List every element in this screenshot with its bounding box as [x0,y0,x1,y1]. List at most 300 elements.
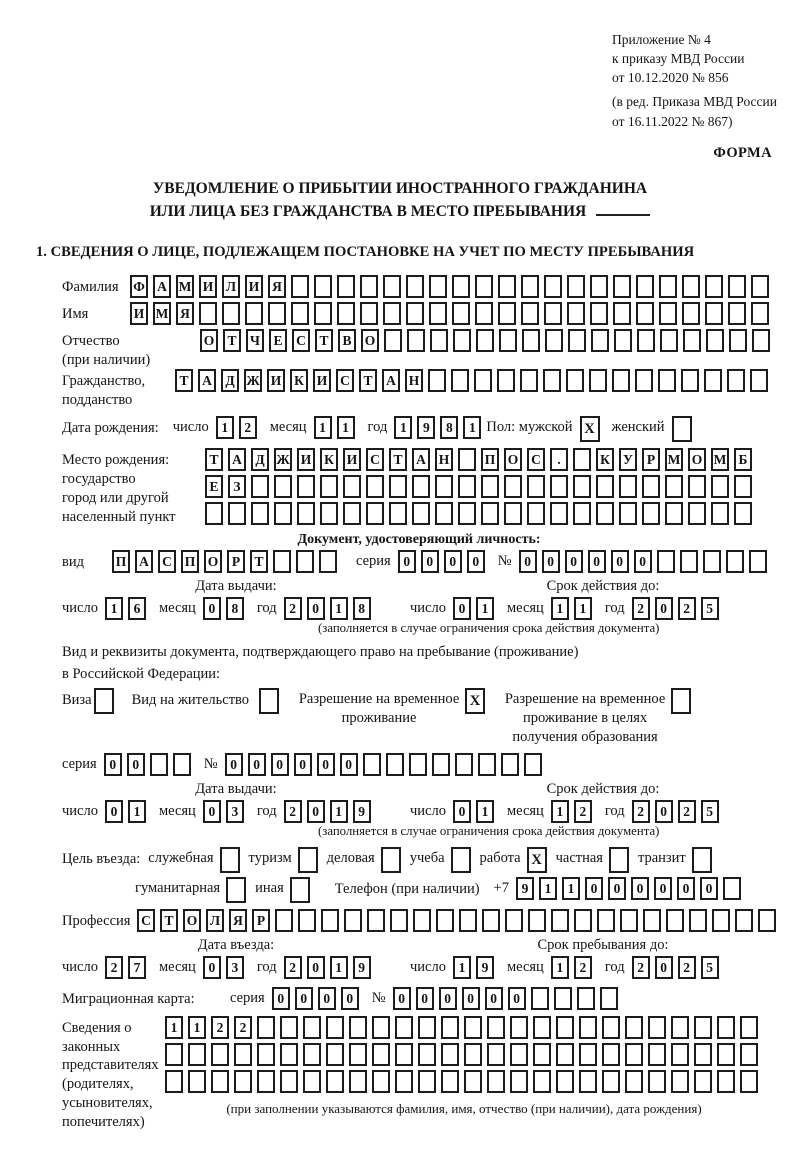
char-box[interactable] [590,302,608,325]
char-box[interactable] [367,909,385,932]
char-box[interactable]: 0 [585,877,603,900]
char-box[interactable] [228,502,246,525]
char-box[interactable]: 0 [588,550,606,573]
char-box[interactable] [251,475,269,498]
char-box[interactable]: З [228,475,246,498]
char-box[interactable]: Ж [244,369,262,392]
char-box[interactable] [452,275,470,298]
char-box[interactable] [303,1070,321,1093]
char-box[interactable]: 0 [467,550,485,573]
char-box[interactable]: Л [206,909,224,932]
char-box[interactable]: 2 [239,416,257,439]
char-box[interactable]: 0 [272,987,290,1010]
char-box[interactable] [418,1070,436,1093]
char-box[interactable] [554,987,572,1010]
char-box[interactable] [544,302,562,325]
char-box[interactable]: 0 [677,877,695,900]
char-box[interactable]: И [199,275,217,298]
char-box[interactable] [274,475,292,498]
option-checkbox[interactable] [298,847,318,873]
char-box[interactable] [544,275,562,298]
char-box[interactable]: 0 [485,987,503,1010]
char-box[interactable]: М [665,448,683,471]
char-box[interactable]: 0 [565,550,583,573]
char-box[interactable]: 1 [551,956,569,979]
char-box[interactable] [432,753,450,776]
char-box[interactable]: 0 [203,597,221,620]
char-box[interactable] [344,909,362,932]
char-box[interactable] [735,909,753,932]
char-box[interactable] [406,275,424,298]
char-box[interactable] [681,369,699,392]
char-box[interactable]: 1 [476,597,494,620]
char-box[interactable] [683,329,701,352]
char-box[interactable] [751,275,769,298]
char-box[interactable] [751,302,769,325]
char-box[interactable] [636,275,654,298]
char-box[interactable] [268,302,286,325]
char-box[interactable]: 9 [417,416,435,439]
char-box[interactable] [395,1043,413,1066]
char-box[interactable] [428,369,446,392]
char-box[interactable] [602,1043,620,1066]
char-box[interactable]: Р [642,448,660,471]
char-box[interactable] [441,1070,459,1093]
char-box[interactable]: 0 [104,753,122,776]
char-box[interactable]: А [412,448,430,471]
char-box[interactable]: 1 [551,800,569,823]
char-box[interactable] [723,877,741,900]
char-box[interactable] [642,475,660,498]
char-box[interactable]: 0 [453,597,471,620]
char-box[interactable] [734,475,752,498]
char-box[interactable] [441,1043,459,1066]
char-box[interactable]: Т [250,550,268,573]
char-box[interactable] [314,275,332,298]
char-box[interactable]: М [153,302,171,325]
char-box[interactable]: 7 [128,956,146,979]
char-box[interactable]: Т [205,448,223,471]
char-box[interactable]: 1 [394,416,412,439]
char-box[interactable] [752,329,770,352]
char-box[interactable] [475,275,493,298]
char-box[interactable] [395,1016,413,1039]
char-box[interactable] [659,275,677,298]
char-box[interactable] [635,369,653,392]
char-box[interactable]: Т [175,369,193,392]
char-box[interactable] [680,550,698,573]
char-box[interactable] [464,1043,482,1066]
temp-residence-checkbox[interactable]: X [465,688,485,714]
char-box[interactable] [726,550,744,573]
char-box[interactable] [481,475,499,498]
char-box[interactable]: М [711,448,729,471]
option-checkbox[interactable] [609,847,629,873]
char-box[interactable]: Я [176,302,194,325]
option-checkbox[interactable] [290,877,310,903]
char-box[interactable] [257,1016,275,1039]
char-box[interactable]: . [550,448,568,471]
char-box[interactable] [326,1070,344,1093]
char-box[interactable] [406,302,424,325]
char-box[interactable]: 1 [128,800,146,823]
char-box[interactable] [504,502,522,525]
char-box[interactable] [531,987,549,1010]
char-box[interactable]: 0 [508,987,526,1010]
char-box[interactable] [665,502,683,525]
char-box[interactable] [727,369,745,392]
char-box[interactable]: Я [229,909,247,932]
char-box[interactable] [320,502,338,525]
char-box[interactable]: П [112,550,130,573]
char-box[interactable] [314,302,332,325]
char-box[interactable] [619,502,637,525]
char-box[interactable] [510,1043,528,1066]
char-box[interactable]: 0 [634,550,652,573]
char-box[interactable] [717,1070,735,1093]
char-box[interactable]: 1 [453,956,471,979]
char-box[interactable]: Ч [246,329,264,352]
char-box[interactable] [704,369,722,392]
char-box[interactable] [498,275,516,298]
char-box[interactable]: 0 [307,597,325,620]
char-box[interactable] [409,753,427,776]
char-box[interactable] [689,909,707,932]
char-box[interactable] [625,1016,643,1039]
char-box[interactable] [453,329,471,352]
char-box[interactable] [750,369,768,392]
char-box[interactable] [319,550,337,573]
char-box[interactable] [372,1016,390,1039]
char-box[interactable] [458,475,476,498]
char-box[interactable] [476,329,494,352]
char-box[interactable]: А [153,275,171,298]
char-box[interactable] [487,1043,505,1066]
char-box[interactable]: 2 [284,800,302,823]
char-box[interactable]: И [297,448,315,471]
char-box[interactable] [458,448,476,471]
char-box[interactable] [533,1070,551,1093]
char-box[interactable] [671,1016,689,1039]
char-box[interactable] [658,369,676,392]
char-box[interactable] [573,448,591,471]
char-box[interactable] [297,475,315,498]
char-box[interactable] [372,1070,390,1093]
char-box[interactable]: 1 [105,597,123,620]
option-checkbox[interactable] [226,877,246,903]
char-box[interactable] [597,909,615,932]
char-box[interactable] [612,369,630,392]
char-box[interactable] [550,502,568,525]
char-box[interactable]: 0 [203,800,221,823]
char-box[interactable]: Т [389,448,407,471]
char-box[interactable] [579,1016,597,1039]
char-box[interactable] [383,302,401,325]
char-box[interactable]: Д [221,369,239,392]
char-box[interactable] [596,475,614,498]
char-box[interactable]: О [200,329,218,352]
char-box[interactable] [705,275,723,298]
char-box[interactable] [579,1043,597,1066]
char-box[interactable]: И [245,275,263,298]
char-box[interactable]: И [313,369,331,392]
char-box[interactable] [625,1043,643,1066]
char-box[interactable]: 1 [314,416,332,439]
char-box[interactable]: 5 [701,956,719,979]
char-box[interactable] [729,329,747,352]
char-box[interactable] [478,753,496,776]
char-box[interactable]: С [137,909,155,932]
char-box[interactable]: 0 [631,877,649,900]
char-box[interactable] [273,550,291,573]
char-box[interactable]: С [336,369,354,392]
char-box[interactable] [642,502,660,525]
char-box[interactable] [613,275,631,298]
char-box[interactable] [620,909,638,932]
char-box[interactable] [533,1043,551,1066]
char-box[interactable] [386,753,404,776]
char-box[interactable] [758,909,776,932]
char-box[interactable]: И [267,369,285,392]
char-box[interactable] [505,909,523,932]
char-box[interactable]: Р [252,909,270,932]
char-box[interactable] [706,329,724,352]
char-box[interactable]: И [343,448,361,471]
char-box[interactable]: 3 [226,956,244,979]
char-box[interactable]: С [527,448,545,471]
char-box[interactable]: 0 [611,550,629,573]
char-box[interactable] [349,1043,367,1066]
char-box[interactable] [665,475,683,498]
char-box[interactable]: 0 [127,753,145,776]
char-box[interactable]: Я [268,275,286,298]
char-box[interactable]: О [688,448,706,471]
char-box[interactable]: 0 [655,597,673,620]
residence-permit-checkbox[interactable] [259,688,279,714]
char-box[interactable]: 2 [211,1016,229,1039]
char-box[interactable] [435,502,453,525]
char-box[interactable] [383,275,401,298]
char-box[interactable] [173,753,191,776]
char-box[interactable] [211,1043,229,1066]
char-box[interactable]: 0 [317,753,335,776]
char-box[interactable] [556,1070,574,1093]
char-box[interactable] [510,1016,528,1039]
char-box[interactable] [671,1070,689,1093]
option-checkbox[interactable] [451,847,471,873]
char-box[interactable]: 0 [307,800,325,823]
char-box[interactable]: 0 [248,753,266,776]
char-box[interactable] [520,369,538,392]
char-box[interactable] [728,302,746,325]
char-box[interactable] [222,302,240,325]
char-box[interactable] [510,1070,528,1093]
char-box[interactable] [291,302,309,325]
char-box[interactable] [567,302,585,325]
char-box[interactable] [740,1016,758,1039]
char-box[interactable] [297,502,315,525]
char-box[interactable]: 0 [444,550,462,573]
char-box[interactable]: 1 [562,877,580,900]
char-box[interactable] [573,475,591,498]
char-box[interactable] [321,909,339,932]
char-box[interactable] [579,1070,597,1093]
char-box[interactable] [366,502,384,525]
char-box[interactable] [150,753,168,776]
char-box[interactable]: 0 [393,987,411,1010]
char-box[interactable] [657,550,675,573]
char-box[interactable]: У [619,448,637,471]
char-box[interactable] [533,1016,551,1039]
char-box[interactable]: Е [269,329,287,352]
char-box[interactable] [366,475,384,498]
char-box[interactable]: 2 [678,956,696,979]
char-box[interactable]: М [176,275,194,298]
char-box[interactable] [487,1070,505,1093]
char-box[interactable]: О [204,550,222,573]
char-box[interactable]: С [292,329,310,352]
option-checkbox[interactable] [220,847,240,873]
char-box[interactable] [734,502,752,525]
char-box[interactable]: 2 [632,597,650,620]
option-checkbox[interactable]: X [527,847,547,873]
char-box[interactable] [497,369,515,392]
char-box[interactable] [389,475,407,498]
char-box[interactable]: Н [435,448,453,471]
char-box[interactable] [749,550,767,573]
char-box[interactable] [234,1070,252,1093]
char-box[interactable]: 0 [203,956,221,979]
char-box[interactable] [666,909,684,932]
char-box[interactable] [574,909,592,932]
char-box[interactable] [688,475,706,498]
char-box[interactable] [694,1043,712,1066]
char-box[interactable] [660,329,678,352]
char-box[interactable] [165,1043,183,1066]
char-box[interactable] [390,909,408,932]
char-box[interactable] [429,302,447,325]
char-box[interactable] [451,369,469,392]
char-box[interactable]: 0 [307,956,325,979]
char-box[interactable] [596,502,614,525]
char-box[interactable] [499,329,517,352]
char-box[interactable] [717,1043,735,1066]
char-box[interactable]: А [228,448,246,471]
char-box[interactable] [245,302,263,325]
visa-checkbox[interactable] [94,688,114,714]
char-box[interactable]: 0 [416,987,434,1010]
char-box[interactable] [521,275,539,298]
char-box[interactable] [199,302,217,325]
char-box[interactable] [395,1070,413,1093]
char-box[interactable] [527,475,545,498]
char-box[interactable]: 1 [216,416,234,439]
char-box[interactable]: К [320,448,338,471]
char-box[interactable]: П [481,448,499,471]
char-box[interactable] [740,1043,758,1066]
temp-residence-education-checkbox[interactable] [671,688,691,714]
char-box[interactable] [705,302,723,325]
char-box[interactable]: С [366,448,384,471]
char-box[interactable]: 9 [353,956,371,979]
char-box[interactable] [551,909,569,932]
char-box[interactable] [613,302,631,325]
char-box[interactable]: 0 [105,800,123,823]
char-box[interactable]: 2 [574,800,592,823]
char-box[interactable] [343,502,361,525]
char-box[interactable] [298,909,316,932]
char-box[interactable] [337,302,355,325]
char-box[interactable] [459,909,477,932]
char-box[interactable] [740,1070,758,1093]
char-box[interactable] [384,329,402,352]
char-box[interactable]: 1 [330,956,348,979]
char-box[interactable] [550,475,568,498]
char-box[interactable]: 1 [476,800,494,823]
char-box[interactable] [234,1043,252,1066]
char-box[interactable] [275,909,293,932]
char-box[interactable] [363,753,381,776]
char-box[interactable]: 1 [337,416,355,439]
char-box[interactable] [600,987,618,1010]
char-box[interactable] [573,502,591,525]
char-box[interactable] [527,502,545,525]
char-box[interactable]: 1 [574,597,592,620]
char-box[interactable] [643,909,661,932]
char-box[interactable]: Н [405,369,423,392]
char-box[interactable] [728,275,746,298]
char-box[interactable] [556,1016,574,1039]
char-box[interactable] [389,502,407,525]
char-box[interactable]: Б [734,448,752,471]
char-box[interactable]: 0 [608,877,626,900]
char-box[interactable]: 8 [353,597,371,620]
char-box[interactable] [165,1070,183,1093]
char-box[interactable] [441,1016,459,1039]
char-box[interactable] [703,550,721,573]
char-box[interactable] [671,1043,689,1066]
char-box[interactable]: Р [227,550,245,573]
char-box[interactable] [251,502,269,525]
char-box[interactable]: 9 [353,800,371,823]
char-box[interactable]: 2 [284,956,302,979]
char-box[interactable]: Л [222,275,240,298]
char-box[interactable] [614,329,632,352]
char-box[interactable] [280,1016,298,1039]
char-box[interactable] [257,1070,275,1093]
char-box[interactable]: 0 [700,877,718,900]
char-box[interactable] [188,1043,206,1066]
char-box[interactable]: 0 [654,877,672,900]
char-box[interactable]: К [290,369,308,392]
char-box[interactable] [349,1070,367,1093]
char-box[interactable] [274,502,292,525]
char-box[interactable] [589,369,607,392]
char-box[interactable]: 0 [421,550,439,573]
char-box[interactable]: 0 [340,753,358,776]
char-box[interactable] [455,753,473,776]
char-box[interactable]: И [130,302,148,325]
char-box[interactable] [648,1016,666,1039]
char-box[interactable] [360,302,378,325]
char-box[interactable]: А [135,550,153,573]
char-box[interactable] [280,1070,298,1093]
char-box[interactable] [435,475,453,498]
char-box[interactable] [659,302,677,325]
char-box[interactable]: О [183,909,201,932]
char-box[interactable] [326,1016,344,1039]
char-box[interactable] [372,1043,390,1066]
